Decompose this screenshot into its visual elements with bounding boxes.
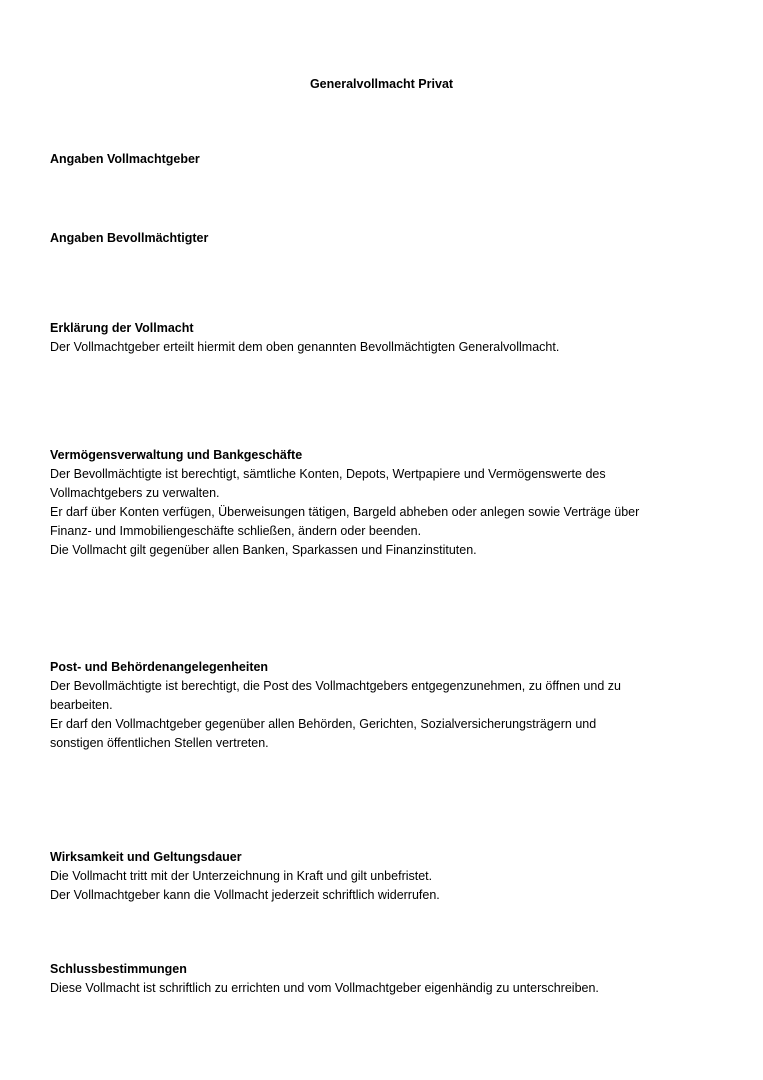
section-schlussbestimmungen xyxy=(50,960,720,998)
section-heading: Wirksamkeit und Geltungsdauer xyxy=(50,850,242,864)
section-post-behoerden xyxy=(50,658,720,753)
section-wirksamkeit xyxy=(50,848,720,905)
section-angaben-vollmachtgeber xyxy=(50,150,720,169)
section-text-line: Der Vollmachtgeber kann die Vollmacht jederzeit schriftlich widerrufen. xyxy=(50,888,440,902)
section-text-line: Die Vollmacht tritt mit der Unterzeichnung in Kraft und gilt unbefristet. xyxy=(50,869,433,883)
section-text-line: Der Bevollmächtigte ist berechtigt, die Post des Vollmachtgebers entgegenzunehmen, zu öffnen und zu xyxy=(50,679,621,693)
section-text-line: Vollmachtgebers zu verwalten. xyxy=(50,486,220,500)
section-heading: Angaben Bevollmächtigter xyxy=(50,231,209,245)
document-title: Generalvollmacht Privat xyxy=(309,77,454,91)
section-heading: Angaben Vollmachtgeber xyxy=(50,152,200,166)
section-text-line: sonstigen öffentlichen Stellen vertreten. xyxy=(50,736,269,750)
section-text-line: Diese Vollmacht ist schriftlich zu errichten und vom Vollmachtgeber eigenhändig zu unterschreiben. xyxy=(50,981,599,995)
section-text-line: Er darf den Vollmachtgeber gegenüber allen Behörden, Gerichten, Sozialversicherungsträgern und xyxy=(50,717,597,731)
section-text-line: Er darf über Konten verfügen, Überweisungen tätigen, Bargeld abheben oder anlegen sowie Verträge über xyxy=(50,505,640,519)
section-text-line: Die Vollmacht gilt gegenüber allen Banken, Sparkassen und Finanzinstituten. xyxy=(50,543,477,557)
section-text-line: Der Bevollmächtigte ist berechtigt, sämtliche Konten, Depots, Wertpapiere und Vermögenswerte des xyxy=(50,467,606,481)
section-heading: Schlussbestimmungen xyxy=(50,962,187,976)
section-text-line: Finanz- und Immobiliengeschäfte schließen, ändern oder beenden. xyxy=(50,524,422,538)
section-erklaerung xyxy=(50,319,720,357)
section-vermoegensverwaltung xyxy=(50,446,720,560)
section-heading: Post- und Behördenangelegenheiten xyxy=(50,660,269,674)
section-heading: Vermögensverwaltung und Bankgeschäfte xyxy=(50,448,303,462)
section-heading: Erklärung der Vollmacht xyxy=(50,321,194,335)
section-text-line: bearbeiten. xyxy=(50,698,113,712)
section-angaben-bevollmaechtigter xyxy=(50,229,720,248)
section-text-line: Der Vollmachtgeber erteilt hiermit dem oben genannten Bevollmächtigten Generalvollmacht. xyxy=(50,340,560,354)
